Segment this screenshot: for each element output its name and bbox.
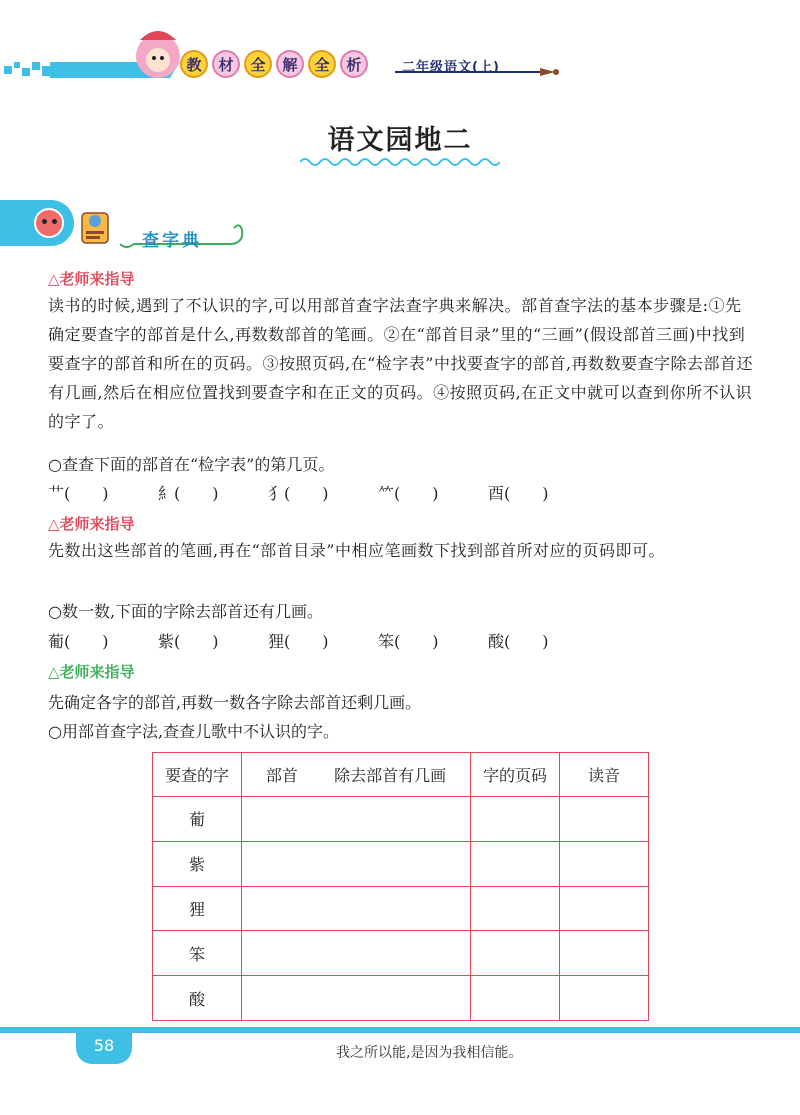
answer-cell[interactable]: [560, 797, 649, 842]
table-char: 紫: [153, 841, 242, 886]
side-tab: [0, 200, 74, 246]
exercise-blank-row: [48, 629, 598, 652]
footer-motto: 我之所以能,是因为我相信能。: [336, 1045, 523, 1061]
table-header: 部首: [265, 766, 298, 785]
series-char: 教: [180, 50, 208, 78]
section-title: 查字典: [142, 231, 202, 251]
answer-cell[interactable]: [471, 976, 560, 1021]
radical-blank[interactable]: 酉( ): [488, 484, 549, 503]
table-row: [153, 931, 649, 976]
character-blank[interactable]: 狸( ): [268, 632, 329, 651]
exercise-prompt: ○用部首查字法,查查儿歌中不认识的字。: [48, 722, 340, 741]
answer-cell[interactable]: [560, 841, 649, 886]
radical-blank[interactable]: 犭( ): [268, 484, 329, 503]
table-char: 笨: [153, 931, 242, 976]
answer-cell[interactable]: [560, 931, 649, 976]
table-row: [153, 797, 649, 842]
answer-cell[interactable]: [560, 886, 649, 931]
table-row: [153, 976, 649, 1021]
table-char: 酸: [153, 976, 242, 1021]
teacher-guide-heading: △老师来指导: [48, 515, 135, 533]
series-char: 析: [340, 50, 368, 78]
character-blank[interactable]: 葡( ): [48, 632, 109, 651]
table-header: 要查的字: [153, 753, 242, 797]
series-char: 全: [308, 50, 336, 78]
exercise-blank-row: [48, 481, 598, 504]
teacher-guide-heading: △老师来指导: [48, 270, 135, 288]
answer-cell[interactable]: [242, 976, 471, 1021]
table-header: 读音: [560, 753, 649, 797]
grade-label: 二年级语文(上): [402, 60, 500, 75]
mascot-icon: [34, 208, 64, 238]
page-number: 58: [93, 1036, 115, 1055]
answer-cell[interactable]: [242, 931, 471, 976]
table-char: 葡: [153, 797, 242, 842]
table-row: [153, 886, 649, 931]
series-char: 全: [244, 50, 272, 78]
answer-cell[interactable]: [471, 841, 560, 886]
answer-cell[interactable]: [242, 886, 471, 931]
series-char: 材: [212, 50, 240, 78]
character-blank[interactable]: 笨( ): [378, 632, 439, 651]
answer-cell[interactable]: [560, 976, 649, 1021]
answer-cell[interactable]: [242, 797, 471, 842]
table-char: 狸: [153, 886, 242, 931]
answer-cell[interactable]: [242, 841, 471, 886]
guide-paragraph: 先数出这些部首的笔画,再在“部首目录”中相应笔画数下找到部首所对应的页码即可。: [48, 541, 665, 560]
exercise-prompt: ○查查下面的部首在“检字表”的第几页。: [48, 455, 335, 474]
table-header-combined: [242, 753, 471, 797]
exercise-prompt: ○数一数,下面的字除去部首还有几画。: [48, 602, 324, 621]
character-blank[interactable]: 酸( ): [488, 632, 549, 651]
table-header: 除去部首有几画: [334, 766, 447, 785]
lookup-table: [152, 752, 649, 1021]
character-blank[interactable]: 紫( ): [158, 632, 219, 651]
radical-blank[interactable]: 艹( ): [48, 484, 109, 503]
table-row: [153, 841, 649, 886]
book-mascot-icon: [76, 205, 116, 247]
guide-paragraph: 先确定各字的部首,再数一数各字除去部首还剩几画。: [48, 693, 422, 712]
series-title: [180, 50, 368, 84]
series-char: 解: [276, 50, 304, 78]
radical-blank[interactable]: 糹( ): [158, 484, 219, 503]
table-header: 字的页码: [471, 753, 560, 797]
answer-cell[interactable]: [471, 931, 560, 976]
table-header-row: [153, 753, 649, 797]
page-header: [0, 0, 800, 100]
wave-divider-icon: [300, 156, 500, 168]
answer-cell[interactable]: [471, 886, 560, 931]
answer-cell[interactable]: [471, 797, 560, 842]
header-ribbon-icon: [0, 0, 800, 100]
teacher-guide-heading: △老师来指导: [48, 663, 135, 681]
page-title: 语文园地二: [327, 125, 473, 156]
intro-paragraph: 读书的时候,遇到了不认识的字,可以用部首查字法查字典来解决。部首查字法的基本步骤是:①先确定要查字的部首是什么,再数数部首的笔画。②在“部首目录”里的“三画”(假设部首三画)中找到要查字的部首和所在的页码。③按照页码,在“检字表”中找要查字的部首,再数数要查字除去部首还有几画,然后在相应位置找到要查字和在正文的页码。④按照页码,在正文中就可以查到你所不认识的字了。: [48, 296, 754, 431]
radical-blank[interactable]: ⺮( ): [378, 484, 439, 503]
